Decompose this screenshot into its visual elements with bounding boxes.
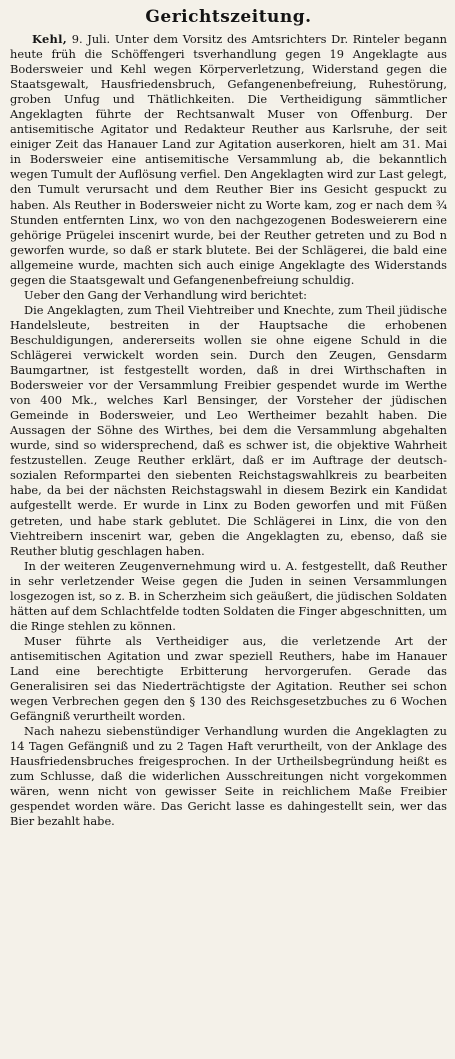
article-paragraph: Nach nahezu siebenstündiger Verhandlung wurden die Angeklagten zu 14 Tagen Gefängniß und zu 2 Tagen Haft verurtheilt, von der Anklage des Hausfriedensbruches freigesprochen. In der Urtheilsbegründung heißt es zum Schlusse, daß die widerlichen Ausschreitungen nicht vorgekommen wären, wenn nicht von gewisser Seite in reichlichem Maße Freibier gespendet worden wäre. Das Gericht lasse es dahingestellt sein, wer das Bier bezahlt habe. [10, 724, 447, 829]
headline: Gerichtszeitung. [145, 7, 312, 27]
article-paragraph-lead [10, 32, 447, 288]
article-paragraph: In der weiteren Zeugenvernehmung wird u. A. festgestellt, daß Reuther in sehr verletzender Weise gegen die Juden in seinen Versammlungen losgezogen ist, so z. B. in Scherzheim sich geäußert, die jüdischen Soldaten hätten auf dem Schlachtfelde todten Soldaten die Finger abgeschnitten, um die Ringe stehlen zu können. [10, 558, 447, 633]
article-paragraph: Muser führte als Vertheidiger aus, die verletzende Art der antisemitischen Agitation und zwar speziell Reuthers, habe im Hanauer Land eine berechtigte Erbitterung hervorgerufen. Gerade das Generalisiren sei das Niederträchtigste der Agitation. Reuther sei schon wegen Verbrechen gegen den § 130 des Reichsgesetzbuches zu 6 Wochen Gefängniß verurtheilt worden. [10, 633, 447, 724]
article-paragraph: Ueber den Gang der Verhandlung wird berichtet: [24, 287, 307, 302]
paragraph-text: Unter dem Vorsitz des Amtsrichters Dr. Rinteler begann heute früh die Schöffengeri tsverhandlung gegen 19 Angeklagte aus Bodersweier und Kehl wegen Körperverletzung, Widerstand gegen die Staatsgewalt, Hausfriedensbruch, Gefangenenbefreiung, Ruhestörung, groben Unfug und Thätlichkeiten. Die Vertheidigung sämmtlicher Angeklagten führte der Rechtsanwalt Muser von Offenburg. Der antisemitische Agitator und Redakteur Reuther aus Karlsruhe, der seit einiger Zeit das Hanauer Land zur Agitation auserkoren, hielt am 31. Mai in Bodersweier eine antisemitische Versammlung ab, die bekanntlich wegen Tumult der Auflösung verfiel. Den Angeklagten wird zur Last gelegt, den Tumult verursacht und dem Reuther Bier ins Gesicht gespuckt zu haben. Als Reuther in Bodersweier nicht zu Worte kam, zog er nach dem ¾ Stunden entfernten Linx, wo von den nachgezogenen Bodesweierern eine gehörige Prügelei inscenirt wurde, bei der Reuther getreten und zu Bod n geworfen wurde, so daß er stark blutete. Bei der Schlägerei, die bald eine allgemeine wurde, machten sich auch einige Angeklagte des Widerstands gegen die Staatsgewalt und Gefangenenbefreiung schuldig. [10, 32, 447, 287]
dateline-date: 9. Juli. [71, 32, 111, 46]
article-paragraph: Die Angeklagten, zum Theil Viehtreiber und Knechte, zum Theil jüdische Handelsleute, bestreiten in der Hauptsache die erhobenen Beschuldigungen, andererseits wollen sie ohne eigene Schuld in die Schlägerei verwickelt worden sein. Durch den Zeugen, Gensdarm Baumgartner, ist festgestellt worden, daß in drei Wirthschaften in Bodersweier vor der Versammlung Freibier gespendet wurde im Werthe von 400 Mk., welches Karl Bensinger, der Vorsteher der jüdischen Gemeinde in Bodersweier, und Leo Wertheimer bezahlt haben. Die Aussagen der Söhne des Wirthes, bei dem die Versammlung abgehalten wurde, sind so widersprechend, daß es schwer ist, die objektive Wahrheit festzustellen. Zeuge Reuther erklärt, daß er im Auftrage der deutsch-sozialen Reformpartei den siebenten Reichstagswahlkreis zu bearbeiten habe, da bei der nächsten Reichstagswahl in diesem Bezirk ein Kandidat aufgestellt werde. Er wurde in Linx zu Boden geworfen und mit Füßen getreten, und habe stark geblutet. Die Schlägerei in Linx, die von den Viehtreibern inscenirt war, geben die Angeklagten zu, ebenso, daß sie Reuther blutig geschlagen haben. [10, 302, 447, 558]
dateline-place: Kehl, [32, 32, 67, 46]
